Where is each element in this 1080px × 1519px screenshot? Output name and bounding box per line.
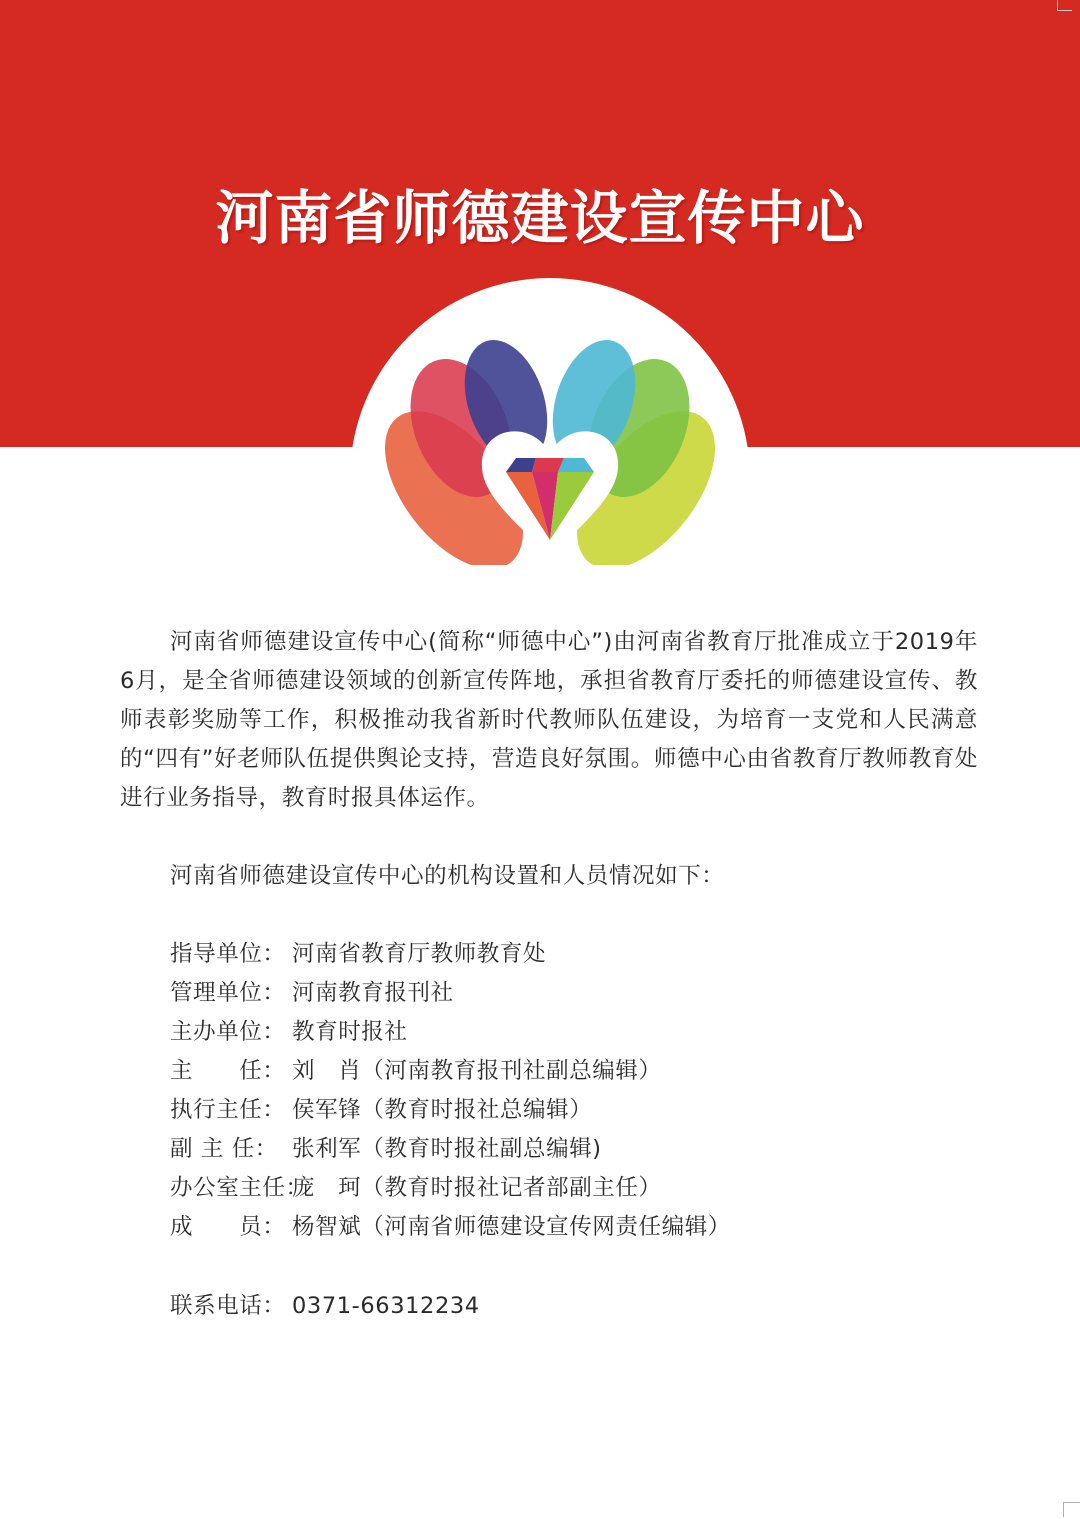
page-title: 河南省师德建设宣传中心 [215, 184, 865, 252]
entry-role: 办公室主任： [170, 1175, 309, 1201]
entry-value: 河南教育报刊社 [292, 980, 454, 1006]
list-item [170, 935, 731, 974]
contact-label: 联系电话： [170, 1293, 286, 1319]
organization-list [170, 935, 731, 1247]
organization-lead: 河南省师德建设宣传中心的机构设置和人员情况如下： [170, 863, 725, 889]
list-item [170, 974, 731, 1013]
list-item [170, 1052, 731, 1091]
list-item [170, 1169, 731, 1208]
contact-line [170, 1287, 480, 1326]
entry-role: 成 员： [170, 1214, 286, 1240]
heart-petal-logo-icon [376, 340, 724, 565]
crop-mark-bottom-right [1063, 1502, 1080, 1517]
entry-role: 主办单位： [170, 1019, 286, 1045]
entry-value: 刘 肖（河南教育报刊社副总编辑） [292, 1058, 662, 1084]
entry-role: 指导单位： [170, 941, 286, 967]
list-item [170, 1091, 731, 1130]
entry-role: 副 主 任： [170, 1136, 278, 1162]
list-item [170, 1013, 731, 1052]
entry-value: 庞 珂（教育时报社记者部副主任） [292, 1175, 662, 1201]
entry-value: 河南省教育厅教师教育处 [292, 941, 547, 967]
entry-value: 张利军（教育时报社副总编辑) [292, 1136, 602, 1162]
entry-role: 执行主任： [170, 1097, 286, 1123]
crop-mark-top-right [1057, 0, 1072, 11]
list-item [170, 1130, 731, 1169]
entry-value: 侯军锋（教育时报社总编辑） [292, 1097, 593, 1123]
list-item [170, 1208, 731, 1247]
entry-value: 杨智斌（河南省师德建设宣传网责任编辑） [292, 1214, 731, 1240]
entry-value: 教育时报社 [292, 1019, 408, 1045]
entry-role: 管理单位： [170, 980, 286, 1006]
contact-phone: 0371-66312234 [292, 1293, 480, 1319]
entry-role: 主 任： [170, 1058, 286, 1084]
intro-paragraph: 河南省师德建设宣传中心(简称“师德中心”)由河南省教育厅批准成立于2019年6月，是全省师德建设领域的创新宣传阵地，承担省教育厅委托的师德建设宣传、教师表彰奖励等工作，积极推动我省新时代教师队伍建设，为培育一支党和人民满意的“四有”好老师队伍提供舆论支持，营造良好氛围。师德中心由省教育厅教师教育处进行业务指导，教育时报具体运作。 [120, 629, 978, 811]
